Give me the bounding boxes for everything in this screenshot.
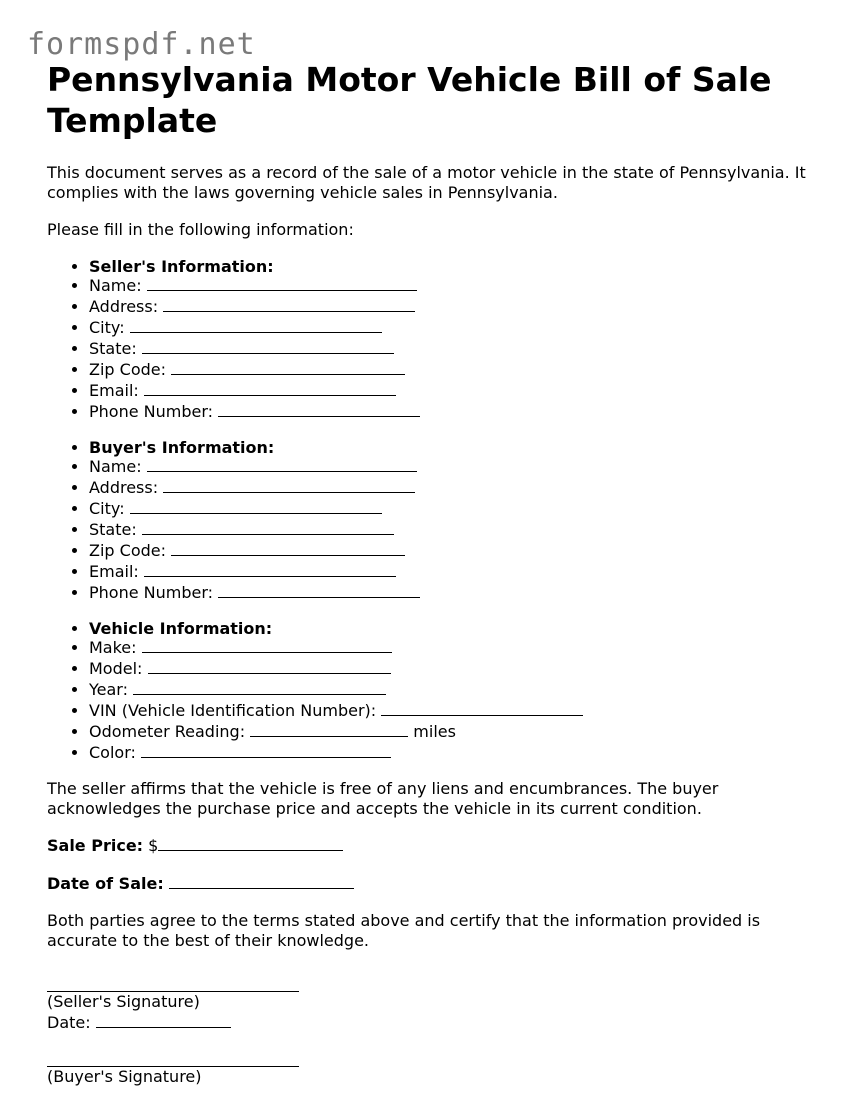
currency-symbol: $	[148, 836, 159, 855]
vehicle-model-field[interactable]: • Model:	[89, 658, 817, 679]
buyer-phone-field[interactable]: • Phone Number:	[89, 582, 817, 603]
intro-paragraph: This document serves as a record of the sale of a motor vehicle in the state of Pennsylvania. It complies with the laws governing vehicle sales in Pennsylvania.	[47, 163, 806, 202]
vehicle-year-field[interactable]: • Year:	[89, 679, 817, 700]
buyer-signature-block	[47, 1051, 817, 1087]
seller-name-field[interactable]: • Name:	[89, 275, 817, 296]
seller-phone-field[interactable]: • Phone Number:	[89, 401, 817, 422]
buyer-email-field[interactable]: • Email:	[89, 561, 817, 582]
vehicle-color-field[interactable]: • Color:	[89, 742, 817, 763]
seller-heading: • Seller's Information:	[89, 257, 817, 277]
seller-zip-field[interactable]: • Zip Code:	[89, 359, 817, 380]
buyer-signature-line[interactable]	[47, 1051, 299, 1067]
vehicle-heading: • Vehicle Information:	[89, 619, 817, 639]
fill-prompt: Please fill in the following information:	[47, 220, 354, 239]
vehicle-make-field[interactable]: • Make:	[89, 637, 817, 658]
date-of-sale-label: Date of Sale:	[47, 874, 164, 893]
odometer-unit: miles	[413, 722, 456, 741]
vehicle-vin-field[interactable]: • VIN (Vehicle Identification Number):	[89, 700, 817, 721]
vehicle-info-list	[47, 619, 817, 763]
buyer-name-field[interactable]: • Name:	[89, 456, 817, 477]
buyer-address-field[interactable]: • Address:	[89, 477, 817, 498]
sale-price-field[interactable]	[47, 835, 817, 856]
watermark: formspdf.net	[27, 27, 256, 62]
seller-city-field[interactable]: • City:	[89, 317, 817, 338]
date-of-sale-field[interactable]	[47, 873, 817, 894]
seller-address-field[interactable]: • Address:	[89, 296, 817, 317]
seller-signature-line[interactable]	[47, 976, 299, 992]
seller-signature-block	[47, 976, 817, 1033]
agreement-paragraph: Both parties agree to the terms stated above and certify that the information provided is accurate to the best of their knowledge.	[47, 911, 761, 950]
buyer-zip-field[interactable]: • Zip Code:	[89, 540, 817, 561]
signature-date-field[interactable]: Date:	[47, 1012, 817, 1033]
seller-info-list	[47, 257, 817, 422]
buyer-city-field[interactable]: • City:	[89, 498, 817, 519]
buyer-state-field[interactable]: • State:	[89, 519, 817, 540]
vehicle-odometer-field[interactable]: • Odometer Reading: miles	[89, 721, 817, 742]
seller-signature-label: (Seller's Signature)	[47, 992, 200, 1011]
seller-state-field[interactable]: • State:	[89, 338, 817, 359]
buyer-signature-label: (Buyer's Signature)	[47, 1067, 202, 1086]
buyer-heading: • Buyer's Information:	[89, 438, 817, 458]
document-body	[47, 59, 817, 1087]
sale-price-label: Sale Price:	[47, 836, 144, 855]
page-title: Pennsylvania Motor Vehicle Bill of Sale Template	[47, 60, 772, 140]
affirmation-paragraph: The seller affirms that the vehicle is free of any liens and encumbrances. The buyer acknowledges the purchase price and accepts the vehicle in its current condition.	[47, 779, 719, 818]
seller-email-field[interactable]: • Email:	[89, 380, 817, 401]
buyer-info-list	[47, 438, 817, 603]
